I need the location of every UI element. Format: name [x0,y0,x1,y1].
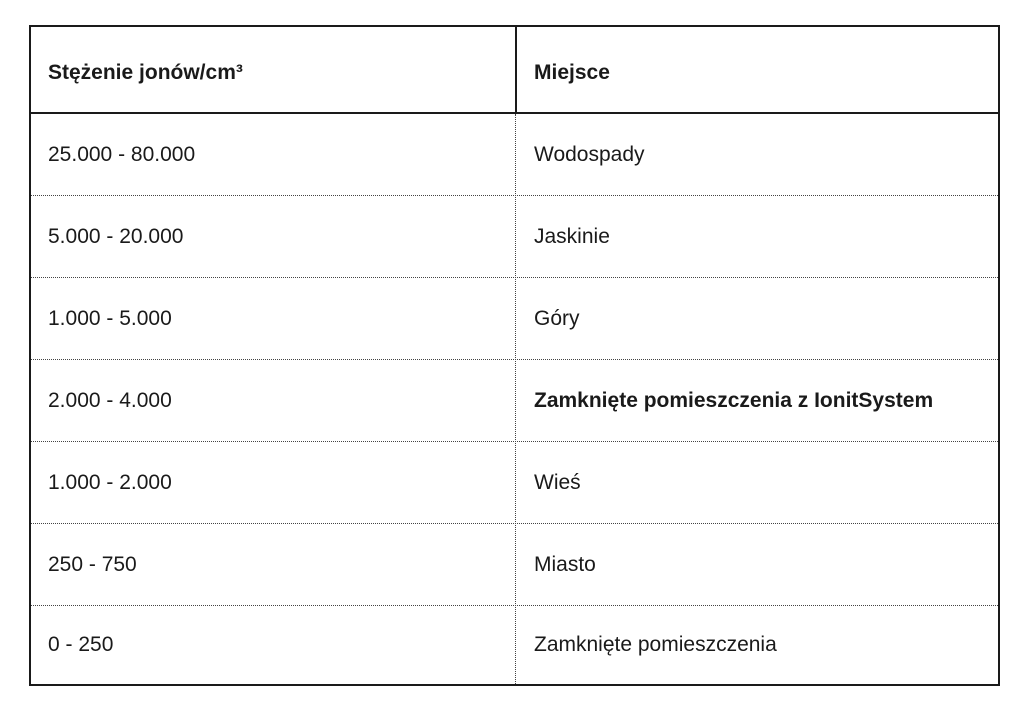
table-row [31,278,998,360]
concentration-cell: 25.000 - 80.000 [48,142,196,166]
ion-concentration-table [29,25,1000,686]
place-cell: Miasto [534,552,596,576]
place-cell: Zamknięte pomieszczenia [534,633,777,656]
table-row [31,524,998,606]
concentration-cell: 1.000 - 2.000 [48,470,172,494]
place-cell: Wieś [534,470,581,494]
concentration-cell: 250 - 750 [48,552,137,576]
table-row [31,196,998,278]
concentration-cell: 1.000 - 5.000 [48,306,172,330]
table-row [31,360,998,442]
place-cell: Wodospady [534,142,645,166]
concentration-cell: 5.000 - 20.000 [48,224,184,248]
table-row [31,114,998,196]
place-cell: Jaskinie [534,224,610,248]
table-row [31,606,998,684]
header-concentration: Stężenie jonów/cm³ [48,60,243,84]
place-cell: Góry [534,306,580,330]
concentration-cell: 2.000 - 4.000 [48,388,172,412]
place-cell-highlighted: Zamknięte pomieszczenia z IonitSystem [534,388,934,412]
header-place: Miejsce [534,60,610,84]
concentration-cell: 0 - 250 [48,633,114,656]
table-header-row [31,27,998,114]
table-row [31,442,998,524]
